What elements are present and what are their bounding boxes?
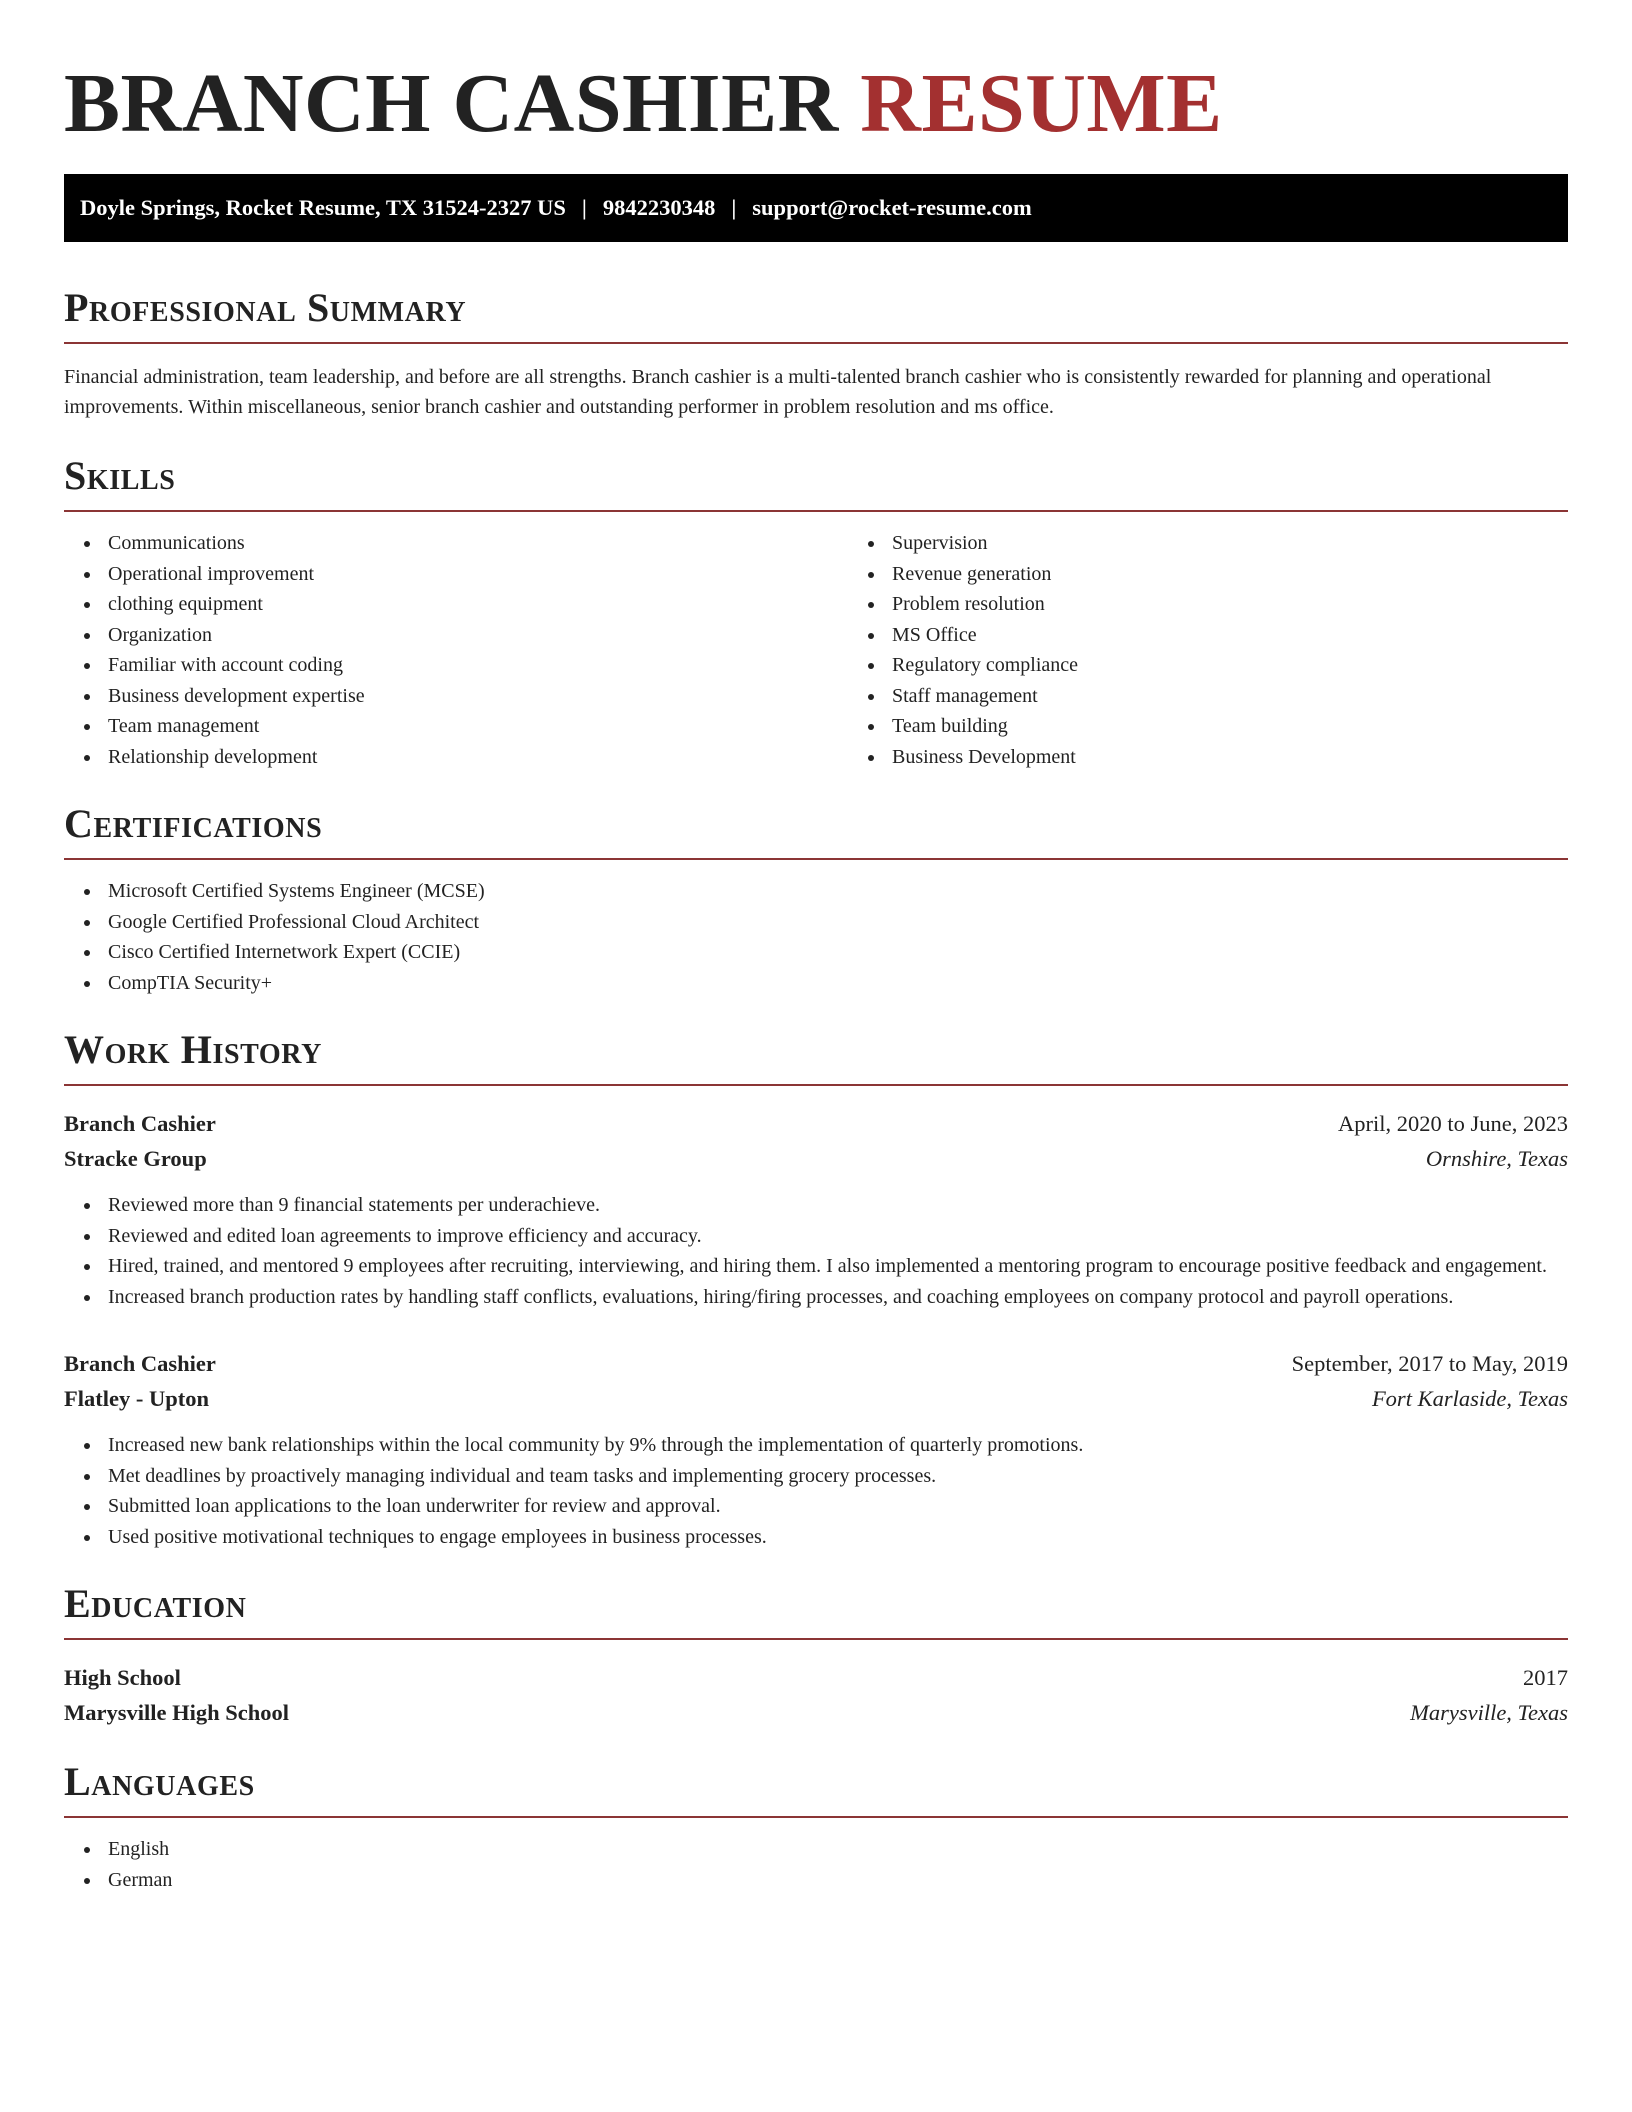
- skills-list-right: [848, 528, 1632, 772]
- education-location: Marysville, Texas: [1410, 1700, 1568, 1725]
- title-accent: RESUME: [860, 57, 1223, 150]
- job-company: Stracke Group: [64, 1146, 207, 1171]
- job-bullet: Hired, trained, and mentored 9 employees after recruiting, interviewing, and hiring them. I also implemented a mentoring program to encourage positive feedback and engagement.: [108, 1251, 1568, 1282]
- skill-item: MS Office: [892, 620, 1632, 651]
- contact-email: support@rocket-resume.com: [752, 195, 1032, 220]
- certification-item: Google Certified Professional Cloud Architect: [108, 907, 1568, 938]
- language-item: German: [108, 1865, 1568, 1896]
- skill-item: Revenue generation: [892, 559, 1632, 590]
- job-bullet: Increased new bank relationships within the local community by 9% through the implementation of quarterly promotions.: [108, 1430, 1568, 1461]
- certification-item: Microsoft Certified Systems Engineer (MCSE): [108, 876, 1568, 907]
- job-dates: April, 2020 to June, 2023: [1338, 1111, 1568, 1136]
- job-title: Branch Cashier: [64, 1351, 216, 1376]
- skill-item: Familiar with account coding: [108, 650, 848, 681]
- job-bullet: Submitted loan applications to the loan underwriter for review and approval.: [108, 1491, 1568, 1522]
- job-bullet: Increased branch production rates by handling staff conflicts, evaluations, hiring/firing processes, and coaching employees on company protocol and payroll operations.: [108, 1282, 1568, 1313]
- certification-item: CompTIA Security+: [108, 968, 1568, 999]
- language-item: English: [108, 1834, 1568, 1865]
- resume-title: [64, 56, 1568, 152]
- skill-item: Business Development: [892, 742, 1632, 773]
- job-title-row: [64, 1346, 1568, 1381]
- education-section: [64, 1580, 1568, 1730]
- contact-bar: [64, 174, 1568, 242]
- job-entry: [64, 1346, 1568, 1552]
- education-degree: High School: [64, 1665, 181, 1690]
- job-bullet: Reviewed and edited loan agreements to improve efficiency and accuracy.: [108, 1221, 1568, 1252]
- work-history-heading: Work History: [64, 1026, 1568, 1086]
- job-company-row: [64, 1141, 1568, 1176]
- work-history-section: [64, 1026, 1568, 1552]
- education-school: Marysville High School: [64, 1700, 289, 1725]
- job-bullets: [64, 1430, 1568, 1552]
- skill-item: Operational improvement: [108, 559, 848, 590]
- job-company: Flatley - Upton: [64, 1386, 209, 1411]
- job-company-row: [64, 1381, 1568, 1416]
- contact-address: Doyle Springs, Rocket Resume, TX 31524-2327 US: [80, 195, 566, 220]
- summary-section: [64, 284, 1568, 422]
- languages-section: [64, 1758, 1568, 1895]
- job-location: Ornshire, Texas: [1425, 1146, 1568, 1171]
- job-entry: [64, 1106, 1568, 1312]
- job-bullet: Used positive motivational techniques to engage employees in business processes.: [108, 1522, 1568, 1553]
- skill-item: Team building: [892, 711, 1632, 742]
- job-title-row: [64, 1106, 1568, 1141]
- job-dates: September, 2017 to May, 2019: [1291, 1351, 1568, 1376]
- skill-item: clothing equipment: [108, 589, 848, 620]
- certifications-section: [64, 800, 1568, 998]
- job-location: Fort Karlaside, Texas: [1371, 1386, 1568, 1411]
- skill-item: Relationship development: [108, 742, 848, 773]
- skill-item: Team management: [108, 711, 848, 742]
- education-year: 2017: [1523, 1665, 1568, 1690]
- certifications-list: [64, 876, 1568, 998]
- skill-item: Supervision: [892, 528, 1632, 559]
- skill-item: Communications: [108, 528, 848, 559]
- certifications-heading: Certifications: [64, 800, 1568, 860]
- certification-item: Cisco Certified Internetwork Expert (CCIE): [108, 937, 1568, 968]
- education-school-row: [64, 1695, 1568, 1730]
- education-entry: [64, 1660, 1568, 1730]
- skills-grid: [64, 528, 1568, 772]
- skill-item: Problem resolution: [892, 589, 1632, 620]
- skills-section: [64, 452, 1568, 772]
- languages-heading: Languages: [64, 1758, 1568, 1818]
- contact-phone: 9842230348: [602, 195, 716, 220]
- contact-separator: |: [581, 195, 587, 220]
- summary-text: Financial administration, team leadership, and before are all strengths. Branch cashier is a multi-talented branch cashier who is consistently rewarded for planning and operational improvements. Within miscellaneous, senior branch cashier and outstanding performer in problem resolution and ms office.: [64, 366, 1492, 418]
- job-bullets: [64, 1190, 1568, 1312]
- job-title: Branch Cashier: [64, 1111, 216, 1136]
- skill-item: Staff management: [892, 681, 1632, 712]
- job-bullet: Reviewed more than 9 financial statements per underachieve.: [108, 1190, 1568, 1221]
- title-main: BRANCH CASHIER: [64, 57, 839, 150]
- skills-list-left: [64, 528, 848, 772]
- skill-item: Regulatory compliance: [892, 650, 1632, 681]
- skill-item: Organization: [108, 620, 848, 651]
- education-degree-row: [64, 1660, 1568, 1695]
- skills-heading: Skills: [64, 452, 1568, 512]
- languages-list: [64, 1834, 1568, 1895]
- skill-item: Business development expertise: [108, 681, 848, 712]
- job-bullet: Met deadlines by proactively managing individual and team tasks and implementing grocery processes.: [108, 1461, 1568, 1492]
- contact-separator: |: [731, 195, 737, 220]
- summary-heading: Professional Summary: [64, 284, 1568, 344]
- education-heading: Education: [64, 1580, 1568, 1640]
